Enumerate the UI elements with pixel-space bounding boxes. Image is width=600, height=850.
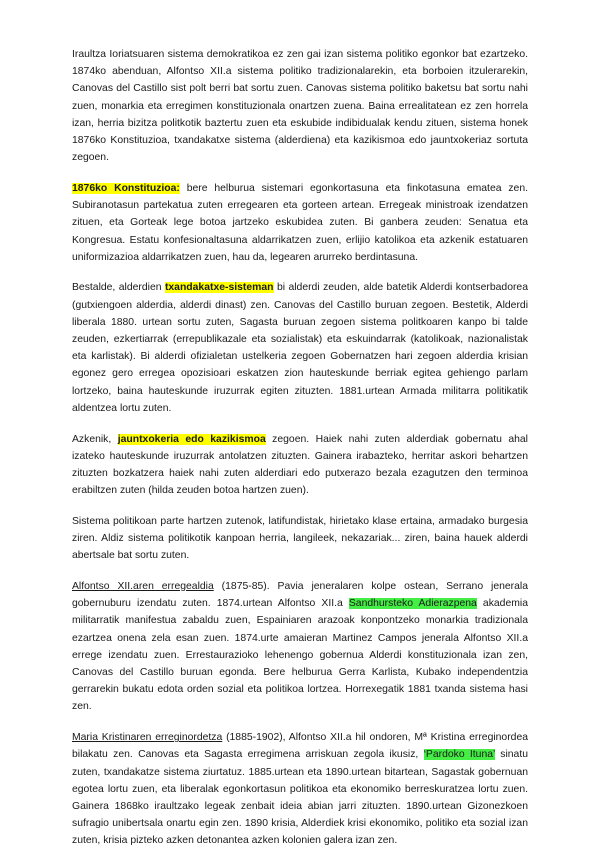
section-heading: Maria Kristinaren erreginordetza (72, 732, 223, 744)
paragraph-p7 (72, 729, 528, 849)
text-run: Iraultza Ioriatsuaren sistema demokratikoa ez zen gai izan sistema politiko egonkor bat ezartzeko. 1874ko abenduan, Alfontso XII.a sistema politiko tradizionalarekin, eta borboien itzulerarekin, Canovas del Castillo sist polt berri bat sortu zuen. Canovas sistema politiko baketsu bat sortu nahi zuen, monarkia eta erregimen konstituzionala onartzen zuena. Baina errealitatean ez zen horrela izan, herria bizitza politkotik baztertu zuen eta eskubide indibidualak kendu zituen, sistema honek 1876ko Konstituzioa, txandakatxe sistema (alderdiena) eta kazikismoa edo jauntxokeriaz sortuta zegoen. (72, 49, 528, 164)
highlighted-term: txandakatxe-sisteman (164, 282, 274, 294)
text-run: Sistema politikoan parte hartzen zutenok, latifundistak, hirietako klase ertaina, armadako burgesia ziren. Aldiz sistema politikotik kanpoan herria, langileek, nekazariak... ziren, baina hauek alderdi abertsale bat sortu zuten. (72, 515, 528, 562)
section-heading: Alfontso XII.aren erregealdia (72, 580, 214, 592)
document-body (72, 46, 528, 850)
text-run: bere helburua sistemari egonkortasuna eta finkotasuna ematea zen. Subiranotasun partekatua zuten erregearen eta gorteen artean. Erregeak ministroak izendatzen zituen, eta Gorteak lege botoa jartzeko eskubidea zuten. Bi ganbera zeuden: Senatua eta Kongresua. Estatu konfesionaltasuna aldarrikatzen zuen, erlijio katolikoa eta azkenik estatuaren uniformizazioa aldarrikatzen zuen, hau da, legearen arurreko berdintasuna. (72, 182, 528, 263)
text-run: akademia militarratik manifestua zabaldu zuen, Espainiaren arazoak konpontzeko monarkia tradizionala ezartzea onena zela esan zuen. 1874.urte amaieran Martinez Campos jenerala Alfontso XII.a errege izendatu zuen. Errestaurazioko lehenengo gobernua Alderdi konstituzionala izan zen, Canovas del Castillo buruan egonda. Bere helburua Gerra Karlista, Kubako independentzia gerrarekin bukatu edota orden sozial eta politikoa lortzea. Horrexegatik 1881 txanda sistema hasi zen. (72, 598, 528, 713)
text-run: zegoen. Haiek nahi zuten alderdiak gobernatu ahal izateko hauteskunde iruzurrak antolatzen zituzten. Gainera irabazteko, herritar askori behartzen zituzten bozkatzera haiek nahi zuten alderdiari edo putxerazo bezala ezagutzen den terminoa erabiltzen zuten (hilda zeuden botoa hartzen zuen). (72, 433, 528, 497)
paragraph-p3 (72, 279, 528, 417)
paragraph-p4 (72, 431, 528, 500)
highlighted-term: jauntxokeria edo kazikismoa (117, 433, 266, 445)
paragraph-p2 (72, 180, 528, 266)
text-run: bi alderdi zeuden, alde batetik Alderdi kontserbadorea (gutxiengoen alderdia, alderdi dinast) zen. Canovas del Castillo buruan zegoen. Bestetik, Alderdi liberala 1880. urtean sortu zuten, Sagasta buruan zegoen sistema politkoaren kanpo bi talde zeuden, ezkertiarrak (errepublikazale eta sozialistak) eta eskuindarrak (katolikoak, nazionalistak eta karlistak). Bi alderdi ofizialetan ustelkeria zegoen Gobernatzen hari zegoen alderdia krisian egonez gero erregea opozisioari eskatzen zion hauteskunde berriak egitea gehiengo parlam lortzeko, baina hauteskunde iruzurrak egiten zituzten. 1881.urtean Armada militarra politikatik aldentzea lortu zuten. (72, 282, 528, 414)
highlighted-term: 1876ko Konstituzioa: (72, 182, 180, 194)
paragraph-p6 (72, 578, 528, 716)
paragraph-p5 (72, 513, 528, 565)
text-run: Bestalde, alderdien (72, 282, 165, 294)
text-run: (1885-1902), Alfontso XII.a hil ondoren, Mª Kristina erreginordea bilakatu zen. Canovas eta Sagasta erregimena arriskuan zegola ikusiz, (72, 732, 529, 761)
highlighted-term-green: ‘Pardoko Ituna’ (423, 749, 495, 761)
text-run: (1875-85). Pavia jeneralaren kolpe ostean, Serrano jenerala gobernuburu izendatu zuten. 1874.urtean Alfontso XII.a (72, 580, 528, 610)
text-run: Azkenik, (72, 433, 118, 445)
highlighted-term-green: Sandhursteko Adierazpena (348, 598, 477, 610)
text-run: sinatu zuten, txandakatze sistema ziurtatuz. 1885.urtean eta 1890.urtean bitartean, Sagastak gobernuan egotea lortu zuen, eta liberalak egonkortasun politikoa eta ekonomiko berreskuratzea lortu zuen. Gainera 1868ko iraultzako legeak zenbait ideia abian jarri zituzten. 1890.urtean Gizonezkoen sufragio unibertsala onartu egin zen. 1890 krisia, Alderdiek krisi ekonomiko, politiko eta sozial izan zuten, krisia pizteko azken detonantea azken kolonien galera izan zen. (72, 749, 528, 847)
paragraph-p1 (72, 46, 528, 166)
